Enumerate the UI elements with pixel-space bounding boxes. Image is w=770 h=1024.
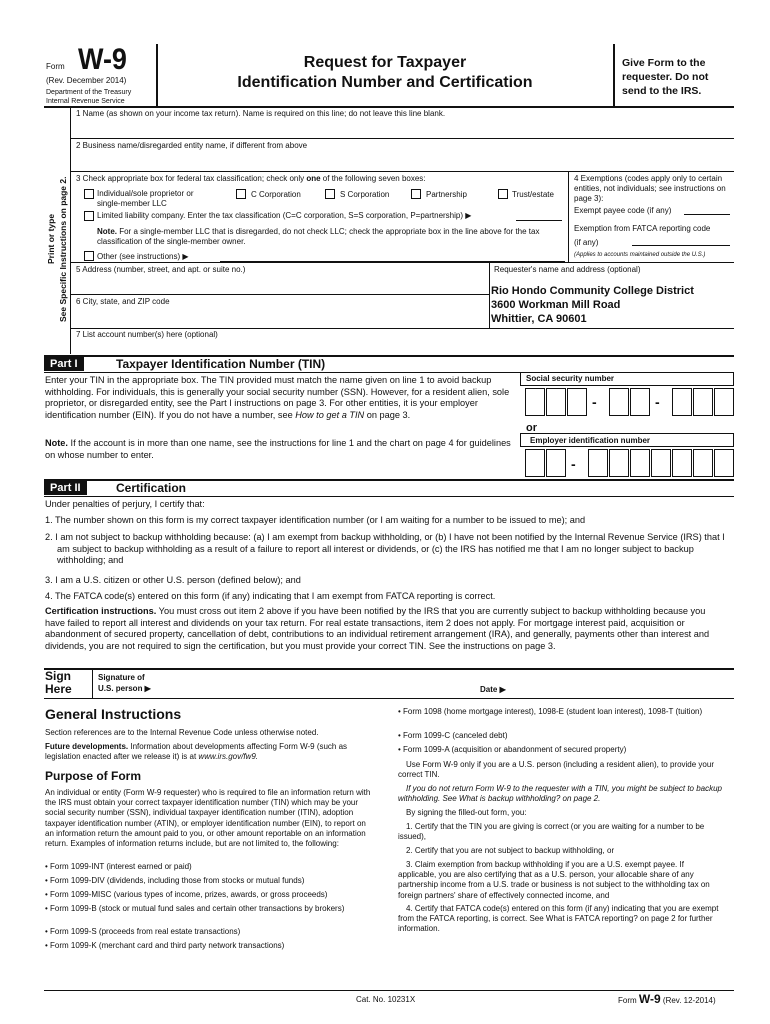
line3-label: 3 Check appropriate box for federal tax classification; check only one of the following seven boxes: (76, 174, 426, 183)
name-field[interactable] (76, 120, 732, 138)
checkbox-llc[interactable] (84, 211, 94, 221)
part2-label: Part II (44, 481, 87, 495)
opt-s-corp-label: S Corporation (340, 190, 390, 199)
form-title-line1: Request for Taxpayer (303, 54, 467, 71)
sign-label: Sign (45, 669, 71, 683)
part2-intro: Under penalties of perjury, I certify that: (45, 499, 205, 509)
cert-item4: 4. The FATCA code(s) entered on this form (if any) indicating that I am exempt from FATCA reporting is correct. (45, 591, 496, 601)
bullet-1099-int: • Form 1099-INT (interest earned or paid) (45, 862, 192, 871)
signing-item-2: 2. Certify that you are not subject to backup withholding, or (406, 846, 615, 855)
footer-form-id: Form W-9 (Rev. 12-2014) (618, 992, 716, 1006)
line6-label: 6 City, state, and ZIP code (76, 297, 170, 306)
opt-trust-label: Trust/estate (512, 190, 554, 199)
checkbox-partnership[interactable] (411, 189, 421, 199)
print-or-type: Print or type (46, 213, 56, 264)
llc-note: Note. For a single-member LLC that is disregarded, do not check LLC; check the appropriate box in the line above for the tax classification of the single-member owner. (97, 227, 540, 246)
exempt-fatca-label: Exemption from FATCA reporting code (if any) (574, 224, 711, 247)
line1-label: 1 Name (as shown on your income tax return). Name is required on this line; do not leave this line blank. (76, 109, 446, 118)
requester-label: Requester's name and address (optional) (494, 265, 641, 274)
cert-item2: 2. I am not subject to backup withholding because: (a) I am exempt from backup withholding, or (b) I have not been notified by the Internal Revenue Service (IRS) that I am subject to backup withholding as a result of a failure to report all interest or dividends, or (c) the IRS has notified me that I am no longer subject to backup withholding; and (45, 532, 725, 566)
part2-title: Certification (116, 481, 187, 495)
checkbox-s-corp[interactable] (325, 189, 335, 199)
rev-date: (Rev. December 2014) (46, 76, 127, 85)
signing-item-4: 4. Certify that FATCA code(s) entered on this form (if any) indicating that you are exempt from the FATCA reporting, is correct. See What is FATCA reporting? on page 2 for further information. (398, 904, 719, 934)
if-not-return-text: If you do not return Form W-9 to the requester with a TIN, you might be subject to backup withholding. See What is backup withholding? on page 2. (398, 784, 723, 804)
part1-instructions: Enter your TIN in the appropriate box. The TIN provided must match the name given on line 1 to avoid backup withholding. For individuals, this is generally your social security number (SSN). However, for a resident alien, sole proprietor, or disregarded entity, see the Part I instructions on page 3. For other entities, it is your employer identification number (EIN). If you do not have a number, see How to get a TIN on page 3. (45, 375, 510, 420)
form-label: Form (46, 62, 65, 71)
part1-label: Part I (44, 357, 84, 371)
w9-form-page: Form W-9 (Rev. December 2014) Department of the Treasury Internal Revenue Service Request for Taxpayer Identification Number and Certification Give Form to the requester. Do not send to the IRS. Print or type See Specific Instructions on page 2. 1 Name (as shown on your income tax return). Name is required on this line; do not leave this line blank. 2 Business name/disregarded entity name, if different from above 3 Check appropriate box for federal tax classification; check only one of the following seven boxes: Individual/sole proprietor or single-member LLC C Corporation S Corporation Partnership Trust/estate Limited liability company. Enter the tax classification (C=C corporation, S=S corporation, P=partnership) ▶ Note. For a single-member LLC that is disregarded, do not check LLC; check the appropriate box in the line above for the tax classification of the single-member owner. Other (see instructions) ▶ 4 Exemptions (codes apply only to certain entities, not individuals; see instructions on page 3): Exempt payee code (if any) Exemption from FATCA reporting code (if any) (Applies to accounts maintained outside the U.S.) 5 Address (number, street, and apt. or suite no.) Requester's name and address (optional) 6 City, state, and ZIP code Rio Hondo Community College District 3600 Workman Mill Road Whittier, CA 90601 7 List account number(s) here (optional) Part I Taxpayer Identification Number (TIN) Enter your TIN in the appropriate box. The TIN provided must match the name given on line 1 to avoid backup withholding. For individuals, this is generally your social security number (SSN). However, for a resident alien, sole proprietor, or disregarded entity, see the Part I instructions on page 3. For other entities, it is your employer identification number (EIN). If you do not have a number, see How to get a TIN on page 3. Note. If the account is in more than one name, see the instructions for line 1 and the chart on page 4 for guidelines on whose number to enter. Social security number - - or Employer identification number - Part II Certification Under penalties of perjury, I certify that: 1. The number shown on this form is my correct taxpayer identification number (or I am waiting for a number to be issued to me); and 2. I am not subject to backup withholding because: (a) I am exempt from backup withholding, or (b) I have not been notified by the Internal Revenue Service (IRS) that I am subject to backup withholding as a result of a failure to report all interest or dividends, or (c) the IRS has notified me that I am no longer subject to backup withholding; and 3. I am a U.S. citizen or other U.S. person (defined below); and 4. The FATCA code(s) entered on this form (if any) indicating that I am exempt from FATCA reporting is correct. Certification instructions. You must cross out item 2 above if you have been notified by the IRS that you are currently subject to backup withholding because you have failed to report all interest and dividends on your tax return. For real estate transactions, item 2 does not apply. For mortgage interest paid, acquisition or abandonment of secured property, cancellation of debt, contributions to an individual retirement arrangement (IRA), and generally, payments other than interest and dividends, you are not required to sign the certification, but you must provide your correct TIN. See the instructions on page 3. Sign Here Signature of U.S. person ▶ Date ▶ General Instructions Section references are to the Internal Revenue Code unless otherwise noted. Future developments. Information about developments affecting Form W-9 (such as legislation enacted after we release it) is at www.irs.gov/fw9. Purpose of Form An individual or entity (Form W-9 requester) who is required to file an information return with the IRS must obtain your correct taxpayer identification number (TIN) which may be your social security number (SSN), individual taxpayer identification number (ITIN), adoption taxpayer identification number (ATIN), or employer identification number (EIN), to report on an information return the amount paid to you, or other amount reportable on an information return. Examples of information returns include, but are not limited to, the following: • Form 1099-INT (interest earned or paid) • Form 1099-DIV (dividends, including those from stocks or mutual funds) • Form 1099-MISC (various types of income, prizes, awards, or gross proceeds) • Form 1099-B (stock or mutual fund sales and certain other transactions by brokers) • Form 1099-S (proceeds from real estate transactions) • Form 1099-K (merchant card and third party network transactions) • Form 1098 (home mortgage interest), 1098-E (student loan interest), 1098-T (tuition) • Form 1099-C (canceled debt) • Form 1099-A (acquisition or abandonment of secured property) Use Form W-9 only if you are a U.S. person (including a resident alien), to provide your correct TIN. If you do not return Form W-9 to the requester with a TIN, you might be subject to backup withholding. See What is backup withholding? on page 2. By signing the filled-out form, you: 1. Certify that the TIN you are giving is correct (or you are waiting for a number to be issued), 2. Certify that you are not subject to backup withholding, or 3. Claim exemption from backup withholding if you are a U.S. exempt payee. If applicable, you are also certifying that as a U.S. person, your allocable share of any partnership income from a U.S. trade or business is not subject to the withholding tax on foreign partners' share of effectively connected income, and 4. Certify that FATCA code(s) entered on this form (if any) indicating that you are exempt from the FATCA reporting, is correct. See What is FATCA reporting? on page 2 for further information. Cat. No. 10231X Form W-9 (Rev. 12-2014) (0, 0, 770, 1024)
checkbox-c-corp[interactable] (236, 189, 246, 199)
exempt-payee-field[interactable] (684, 214, 730, 215)
opt-other-label: Other (see instructions) ▶ (97, 252, 189, 261)
bullet-1099-b: • Form 1099-B (stock or mutual fund sales and certain other transactions by brokers) (45, 904, 345, 913)
bullet-1099-a: • Form 1099-A (acquisition or abandonment of secured property) (398, 745, 627, 754)
applies-note: (Applies to accounts maintained outside the U.S.) (574, 252, 706, 258)
exempt-fatca-field[interactable] (632, 245, 730, 246)
city-state-zip-field[interactable] (76, 308, 486, 324)
date-field[interactable] (512, 676, 732, 696)
llc-classification-field[interactable] (516, 220, 562, 221)
line4-label: 4 Exemptions (codes apply only to certain entities, not individuals; see instructions on page 3): (574, 174, 726, 203)
signature-label-2: U.S. person ▶ (98, 684, 151, 693)
bullet-1099-misc: • Form 1099-MISC (various types of income, prizes, awards, or gross proceeds) (45, 890, 328, 899)
exempt-payee-label: Exempt payee code (if any) (574, 206, 672, 215)
form-title-line2: Identification Number and Certification (237, 74, 533, 91)
opt-c-corp-label: C Corporation (251, 190, 301, 199)
gi-heading: General Instructions (45, 706, 182, 722)
line5-label: 5 Address (number, street, and apt. or suite no.) (76, 265, 246, 274)
purpose-heading: Purpose of Form (45, 769, 142, 783)
give-form-note: Give Form to the requester. Do not send to the IRS. (622, 57, 709, 97)
bullet-1099-k: • Form 1099-K (merchant card and third party network transactions) (45, 941, 285, 950)
account-numbers-field[interactable] (76, 340, 732, 354)
requester-street: 3600 Workman Mill Road (491, 299, 621, 311)
bullet-1098: • Form 1098 (home mortgage interest), 1098-E (student loan interest), 1098-T (tuition) (398, 707, 703, 716)
irs-label: Internal Revenue Service (46, 98, 125, 105)
bullet-1099-c: • Form 1099-C (canceled debt) (398, 731, 508, 740)
checkbox-individual[interactable] (84, 189, 94, 199)
bullet-1099-div: • Form 1099-DIV (dividends, including those from stocks or mutual funds) (45, 876, 305, 885)
signature-label-1: Signature of (98, 673, 145, 682)
part1-title: Taxpayer Identification Number (TIN) (116, 357, 326, 371)
ssn-label: Social security number (526, 374, 615, 383)
signing-item-1: 1. Certify that the TIN you are giving is correct (or you are waiting for a number to be issued), (398, 822, 705, 842)
cert-item3: 3. I am a U.S. citizen or other U.S. person (defined below); and (45, 575, 301, 585)
dept-treasury: Department of the Treasury (46, 89, 132, 96)
date-label: Date ▶ (480, 685, 506, 694)
bullet-1099-s: • Form 1099-S (proceeds from real estate transactions) (45, 927, 241, 936)
line7-label: 7 List account number(s) here (optional) (76, 330, 218, 339)
requester-name: Rio Hondo Community College District (491, 285, 694, 297)
by-signing-text: By signing the filled-out form, you: (406, 808, 527, 817)
signature-field[interactable] (160, 672, 470, 696)
gi-section-ref: Section references are to the Internal Revenue Code unless otherwise noted. (45, 728, 319, 737)
purpose-text: An individual or entity (Form W-9 requester) who is required to file an information return with the IRS must obtain your correct taxpayer identification number (TIN) which may be your social security number (SSN), individual taxpayer identification number (ITIN), adoption taxpayer identification number (ATIN), or employer identification number (EIN), to report on an information return the amount paid to you, or other amount reportable on an information return. Examples of information returns include, but are not limited to, the following: (45, 788, 371, 849)
ein-label: Employer identification number (530, 436, 651, 445)
requester-city: Whittier, CA 90601 (491, 313, 587, 325)
address-field[interactable] (76, 276, 486, 292)
see-specific-instructions: See Specific Instructions on page 2. (58, 176, 68, 322)
checkbox-trust[interactable] (498, 189, 508, 199)
here-label: Here (45, 682, 72, 696)
part1-note: Note. If the account is in more than one name, see the instructions for line 1 and the chart on page 4 for guidelines on whose number to enter. (45, 438, 511, 460)
cert-item1: 1. The number shown on this form is my correct taxpayer identification number (or I am waiting for a number to be issued to me); and (45, 515, 586, 525)
opt-individual-label: Individual/sole proprietor or single-member LLC (97, 189, 194, 208)
use-form-text: Use Form W-9 only if you are a U.S. person (including a resident alien), to provide your correct TIN. (398, 760, 714, 780)
checkbox-other[interactable] (84, 251, 94, 261)
opt-partnership-label: Partnership (426, 190, 467, 199)
line2-label: 2 Business name/disregarded entity name, if different from above (76, 141, 308, 150)
gi-future-developments: Future developments. Information about developments affecting Form W-9 (such as legislation enacted after we release it) is at www.irs.gov/fw9. (45, 742, 348, 762)
cert-instructions: Certification instructions. You must cross out item 2 above if you have been notified by the IRS that you are currently subject to backup withholding because you have failed to report all interest and dividends on your tax return. For real estate transactions, item 2 does not apply. For mortgage interest paid, acquisition or abandonment of secured property, cancellation of debt, contributions to an individual retirement arrangement (IRA), and generally, payments other than interest and dividends, you are not required to sign the certification, but you must provide your correct TIN. See the instructions on page 3. (45, 606, 710, 651)
opt-llc-label: Limited liability company. Enter the tax classification (C=C corporation, S=S corporation, P=partnership) ▶ (97, 211, 472, 220)
or-label: or (526, 422, 537, 434)
signing-item-3: 3. Claim exemption from backup withholding if you are a U.S. exempt payee. If applicable, you are also certifying that as a U.S. person, your allocable share of any partnership income from a U.S. trade or business is not subject to the withholding tax on foreign partners' share of effectively connected income, and (398, 860, 710, 900)
business-name-field[interactable] (76, 152, 732, 170)
cat-no: Cat. No. 10231X (356, 995, 416, 1004)
form-code: W-9 (78, 43, 127, 76)
